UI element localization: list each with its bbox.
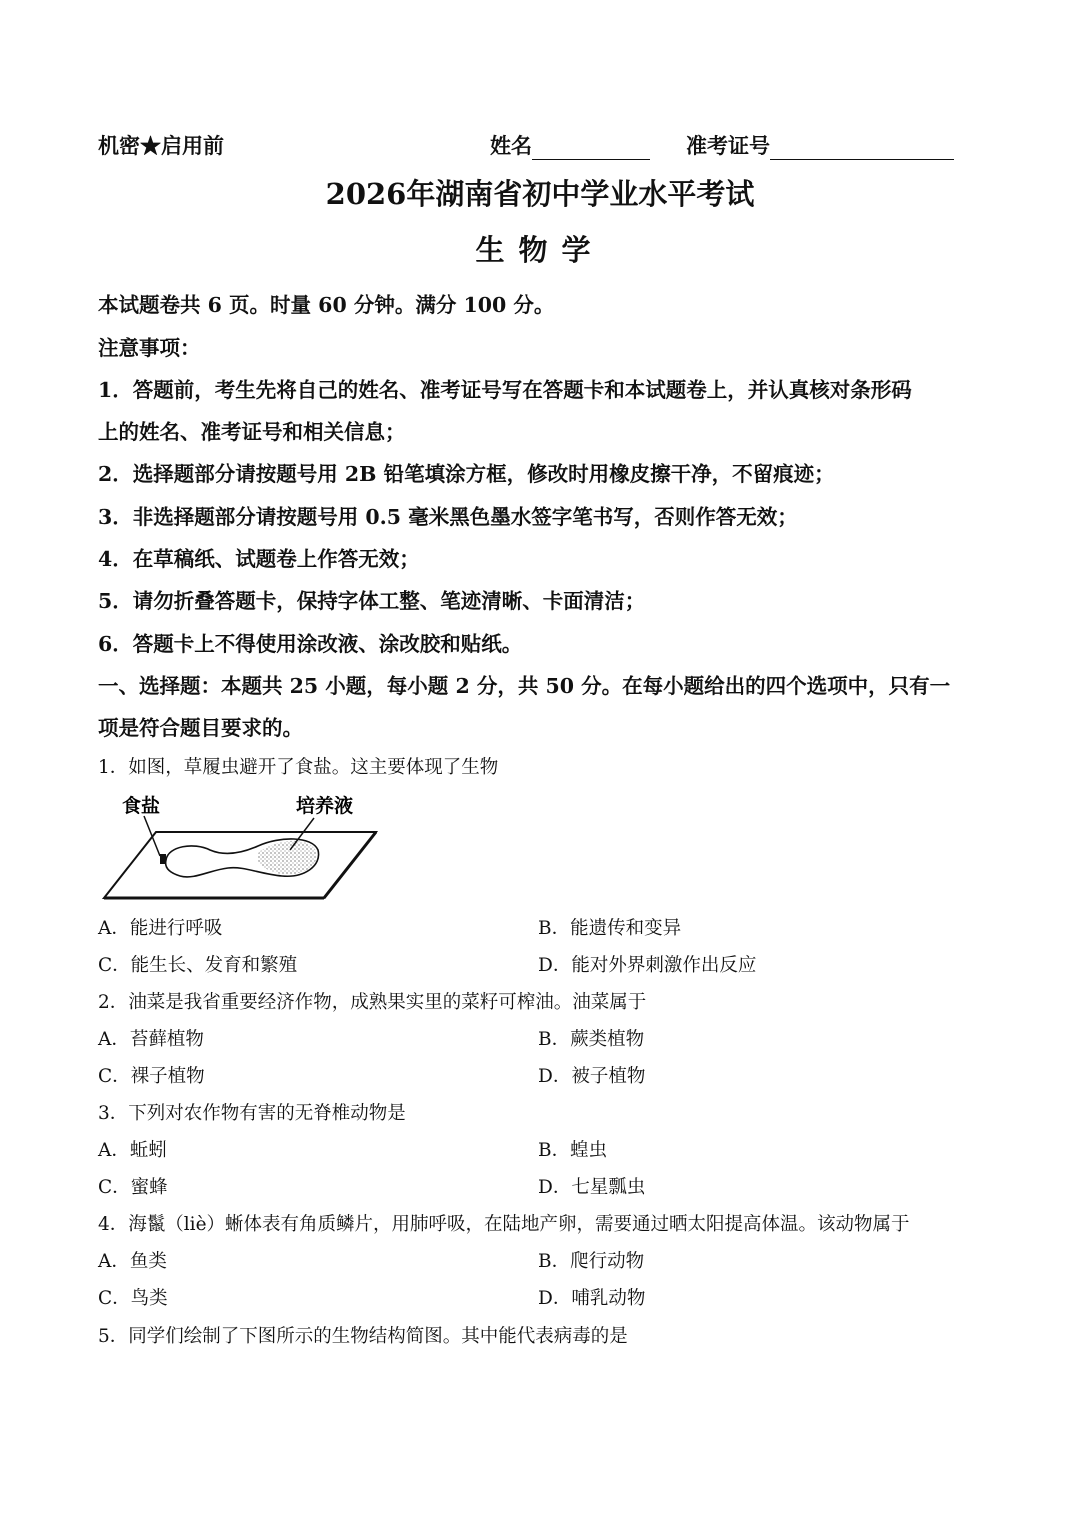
section-heading-cont: 项是符合题目要求的。 [98, 716, 303, 740]
id-blank [770, 137, 954, 160]
option-1a: A．能进行呼吸 [98, 918, 223, 939]
note-item: 3．非选择题部分请按题号用 0.5 毫米黑色墨水签字笔书写，否则作答无效； [98, 505, 798, 529]
question-2-stem: 2．油菜是我省重要经济作物，成熟果实里的菜籽可榨油。油菜属于 [98, 992, 647, 1013]
notes-heading: 注意事项： [98, 336, 201, 360]
figure-label-medium: 培养液 [296, 795, 354, 817]
name-field [490, 130, 650, 160]
note-item: 2．选择题部分请按题号用 2B 铅笔填涂方框，修改时用橡皮擦干净，不留痕迹； [98, 462, 835, 486]
question-1-stem: 1．如图，草履虫避开了食盐。这主要体现了生物 [98, 757, 499, 778]
exam-info: 本试题卷共 6 页。时量 60 分钟。满分 100 分。 [98, 293, 555, 317]
option-4a: A．鱼类 [98, 1251, 167, 1272]
option-3b: B．蝗虫 [538, 1140, 608, 1161]
note-item: 6．答题卡上不得使用涂改液、涂改胶和贴纸。 [98, 632, 523, 656]
exam-title: 2026年湖南省初中学业水平考试 [325, 177, 755, 211]
salt-pointer [144, 816, 160, 856]
option-1b: B．能遗传和变异 [538, 918, 682, 939]
option-2b: B．蕨类植物 [538, 1029, 645, 1050]
note-item: 1．答题前，考生先将自己的姓名、准考证号写在答题卡和本试题卷上，并认真核对条形码 [98, 378, 912, 402]
salt-grain [160, 854, 166, 864]
option-3d: D．七星瓢虫 [538, 1177, 646, 1198]
name-blank [532, 137, 650, 160]
paramecium-figure [98, 788, 388, 903]
option-4b: B．爬行动物 [538, 1251, 645, 1272]
question-3-stem: 3．下列对农作物有害的无脊椎动物是 [98, 1103, 406, 1124]
header-row [0, 130, 1080, 162]
name-label: 姓名 [490, 133, 532, 158]
option-4d: D．哺乳动物 [538, 1288, 646, 1309]
note-item: 5．请勿折叠答题卡，保持字体工整、笔迹清晰、卡面清洁； [98, 589, 646, 613]
figure-label-salt: 食盐 [122, 795, 161, 817]
option-1c: C．能生长、发育和繁殖 [98, 955, 298, 976]
option-3a: A．蚯蚓 [98, 1140, 167, 1161]
note-item: 上的姓名、准考证号和相关信息； [98, 420, 406, 444]
glass-slide [104, 832, 376, 898]
section-heading: 一、选择题：本题共 25 小题，每小题 2 分，共 50 分。在每小题给出的四个选项中，只有一 [98, 674, 951, 698]
question-5-stem: 5．同学们绘制了下图所示的生物结构简图。其中能代表病毒的是 [98, 1326, 628, 1347]
option-3c: C．蜜蜂 [98, 1177, 168, 1198]
question-4-stem: 4．海鬣（liè）蜥体表有角质鳞片，用肺呼吸，在陆地产卵，需要通过晒太阳提高体温。该动物属于 [98, 1214, 910, 1235]
option-4c: C．鸟类 [98, 1288, 168, 1309]
id-label: 准考证号 [686, 133, 770, 158]
option-1d: D．能对外界刺激作出反应 [538, 955, 757, 976]
note-item: 4．在草稿纸、试题卷上作答无效； [98, 547, 420, 571]
secret-label: 机密★启用前 [98, 133, 224, 158]
option-2d: D．被子植物 [538, 1066, 646, 1087]
option-2c: C．裸子植物 [98, 1066, 205, 1087]
id-field [686, 130, 954, 160]
subject-title: 生物学 [475, 233, 605, 267]
option-2a: A．苔藓植物 [98, 1029, 204, 1050]
